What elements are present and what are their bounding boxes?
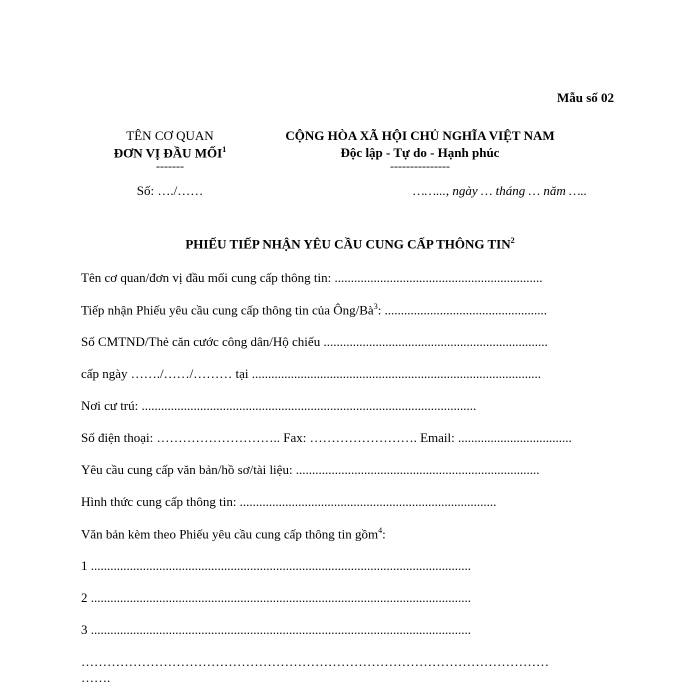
attachment-line-2: 2 ..................................................................................................................... [81,590,471,605]
motto: Độc lập - Tự do - Hạnh phúc [340,145,500,160]
right-divider: --------------- [390,159,450,173]
document-number: Số: …./…… [136,183,204,198]
footnote-3: 3 [373,302,378,311]
place-date: ……..., ngày … tháng … năm ….. [412,183,588,198]
field-attachments: Văn bản kèm theo Phiếu yêu cầu cung cấp thông tin gồm$^4$: [81,526,386,542]
country-name: CỘNG HÒA XÃ HỘI CHỦ NGHĨA VIỆT NAM [285,128,555,143]
form-number: Mẫu số 02 [557,90,615,105]
form-title: PHIẾU TIẾP NHẬN YÊU CẦU CUNG CẤP THÔNG TIN$^2$ [185,236,515,252]
footnote-2: 2 [510,236,515,245]
field-issue-date-place: cấp ngày ……./……/……… tại ......................................................................................... [81,366,542,381]
continuation-line: ……………………………………………………………………………………………… [81,654,549,669]
field-requester: Tiếp nhận Phiếu yêu cầu cung cấp thông tin của Ông/$Bà^3$: .................................................. [81,302,548,318]
attachment-line-1: 1 ..................................................................................................................... [81,558,471,573]
left-divider: ------- [156,159,184,173]
org-name-line1: TÊN CƠ QUAN [126,128,214,143]
org-name-line2: ĐƠN VỊ ĐẦU MỐI$^1$ [113,145,227,161]
attachment-line-3: 3 ..................................................................................................................... [81,622,471,637]
footnote-1: 1 [222,145,227,154]
field-contact: Số điện thoại: ……………………….. Fax: ……………………. Email: ................................... [81,430,572,445]
field-residence: Nơi cư trú: ....................................................................................................... [81,398,477,413]
footnote-4: 4 [378,526,383,535]
field-delivery-method: Hình thức cung cấp thông tin: ............................................................................... [81,494,497,509]
field-requested-documents: Yêu cầu cung cấp văn bản/hồ sơ/tài liệu: ........................................................................... [81,462,540,477]
continuation-line-tail: ……. [81,670,111,685]
field-agency: Tên cơ quan/đơn vị đầu mối cung cấp thông tin: ................................................................ [81,270,543,285]
field-id-number: Số CMTND/Thẻ căn cước công dân/Hộ chiếu ..................................................................... [81,334,548,349]
